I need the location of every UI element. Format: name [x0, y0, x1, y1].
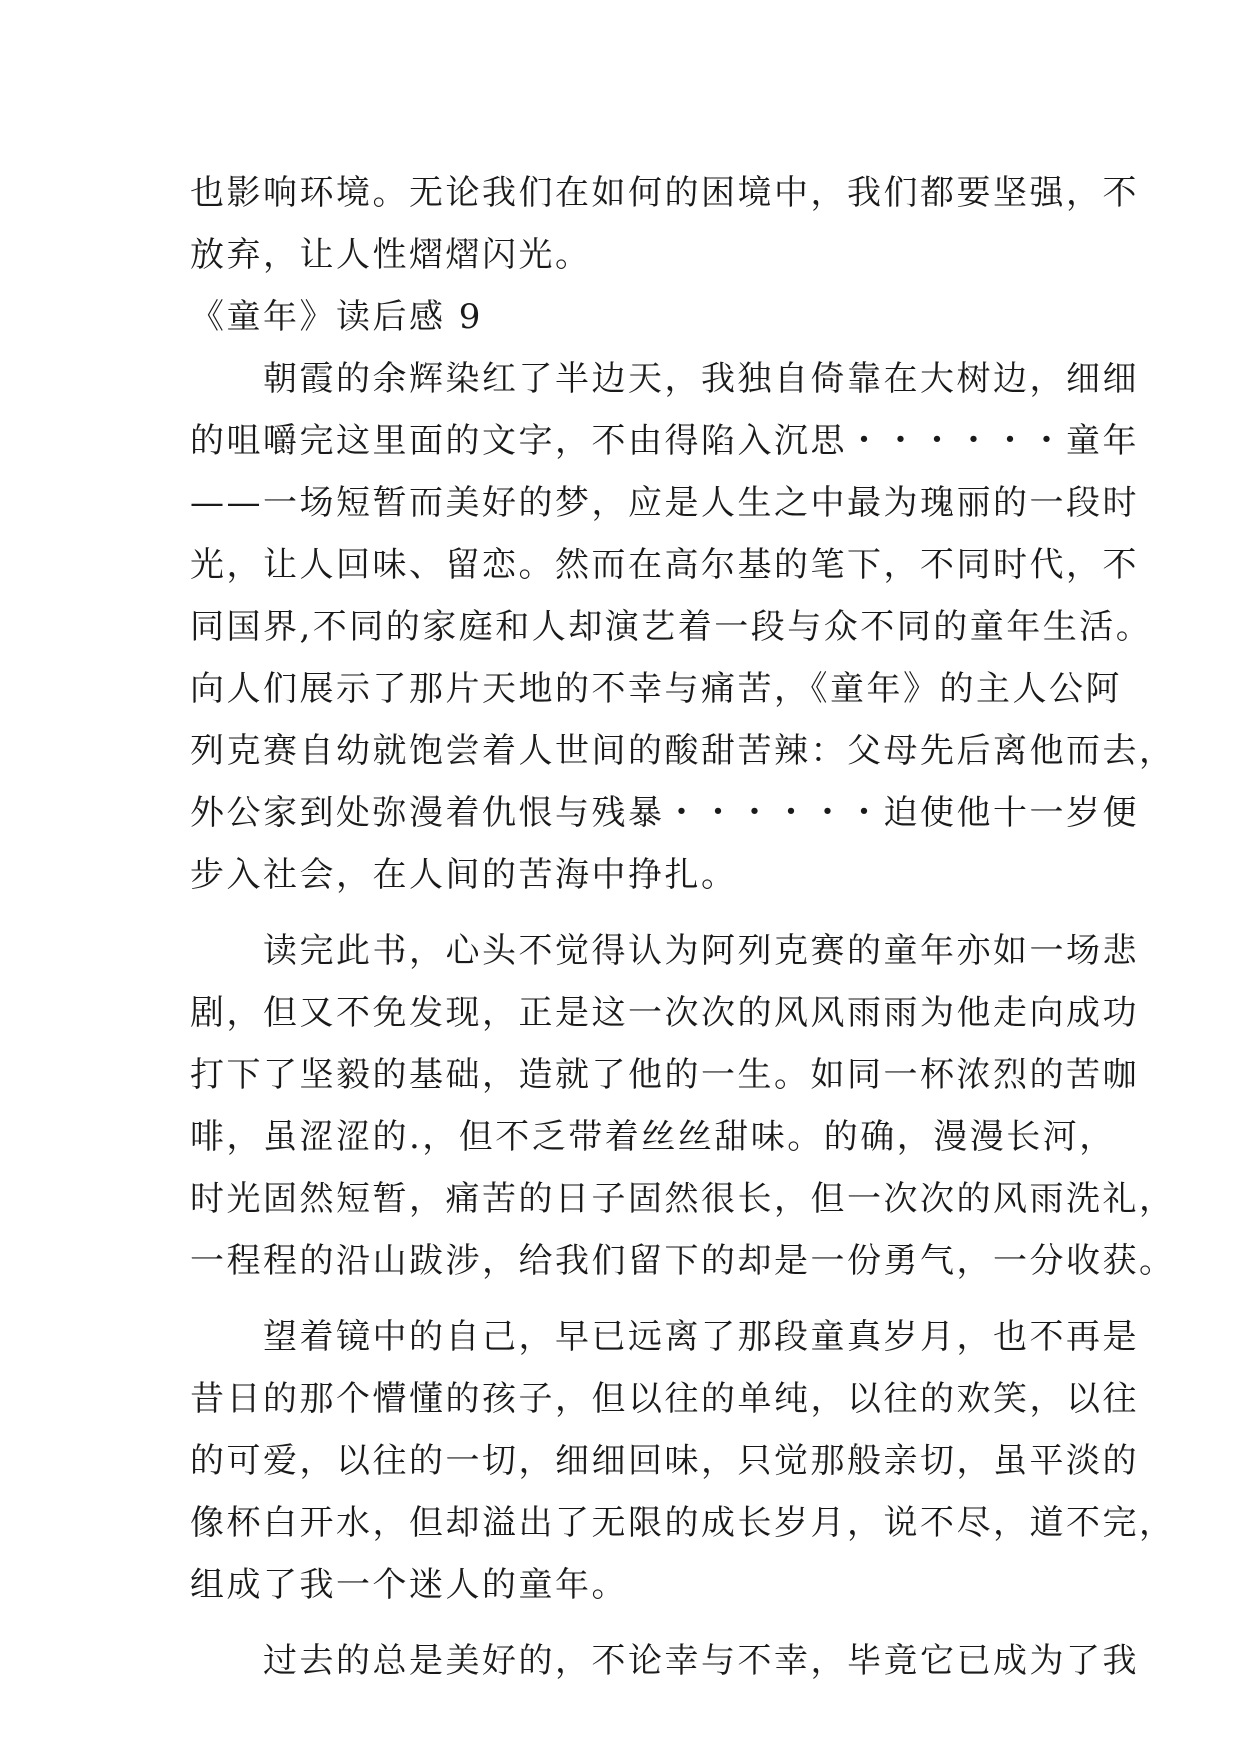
text-line: 昔日的那个懵懂的孩子，但以往的单纯，以往的欢笑，以往: [190, 1379, 1139, 1419]
section-heading: 《童年》读后感 9: [190, 297, 483, 337]
text-line: ——一场短暂而美好的梦，应是人生之中最为瑰丽的一段时: [190, 483, 1139, 523]
text-line: 一程程的沿山跋涉，给我们留下的却是一份勇气，一分收获。: [190, 1241, 1176, 1281]
text-line: 剧，但又不免发现，正是这一次次的风风雨雨为他走向成功: [190, 993, 1139, 1033]
text-line: 打下了坚毅的基础，造就了他的一生。如同一杯浓烈的苦咖: [190, 1055, 1139, 1095]
text-line: 也影响环境。无论我们在如何的困境中，我们都要坚强，不: [190, 173, 1139, 213]
text-line: 光，让人回味、留恋。然而在高尔基的笔下，不同时代，不: [190, 545, 1139, 585]
text-line: 朝霞的余辉染红了半边天，我独自倚靠在大树边，细细: [190, 359, 1139, 399]
text-line: 时光固然短暂，痛苦的日子固然很长，但一次次的风雨洗礼，: [190, 1179, 1176, 1219]
text-line: 放弃，让人性熠熠闪光。: [190, 235, 592, 275]
text-line: 向人们展示了那片天地的不幸与痛苦，《童年》的主人公阿: [190, 669, 1122, 709]
text-line: 的可爱，以往的一切，细细回味，只觉那般亲切，虽平淡的: [190, 1441, 1139, 1481]
document-body: [190, 162, 1176, 1692]
text-line: 读完此书，心头不觉得认为阿列克赛的童年亦如一场悲: [190, 931, 1139, 971]
text-line: 组成了我一个迷人的童年。: [190, 1565, 628, 1605]
text-line: 的咀嚼完这里面的文字，不由得陷入沉思・・・・・・童年: [190, 421, 1139, 461]
text-line: 同国界,不同的家庭和人却演艺着一段与众不同的童年生活。: [190, 607, 1153, 647]
text-line: 像杯白开水，但却溢出了无限的成长岁月，说不尽，道不完，: [190, 1503, 1176, 1543]
text-line: 外公家到处弥漫着仇恨与残暴・・・・・・迫使他十一岁便: [190, 793, 1139, 833]
text-line: 过去的总是美好的，不论幸与不幸，毕竟它已成为了我: [190, 1641, 1139, 1681]
text-line: 望着镜中的自己，早已远离了那段童真岁月，也不再是: [190, 1317, 1139, 1357]
text-line: 列克赛自幼就饱尝着人世间的酸甜苦辣：父母先后离他而去，: [190, 731, 1176, 771]
text-line: 啡，虽涩涩的.，但不乏带着丝丝甜味。的确，漫漫长河，: [190, 1117, 1116, 1157]
text-line: 步入社会，在人间的苦海中挣扎。: [190, 855, 738, 895]
